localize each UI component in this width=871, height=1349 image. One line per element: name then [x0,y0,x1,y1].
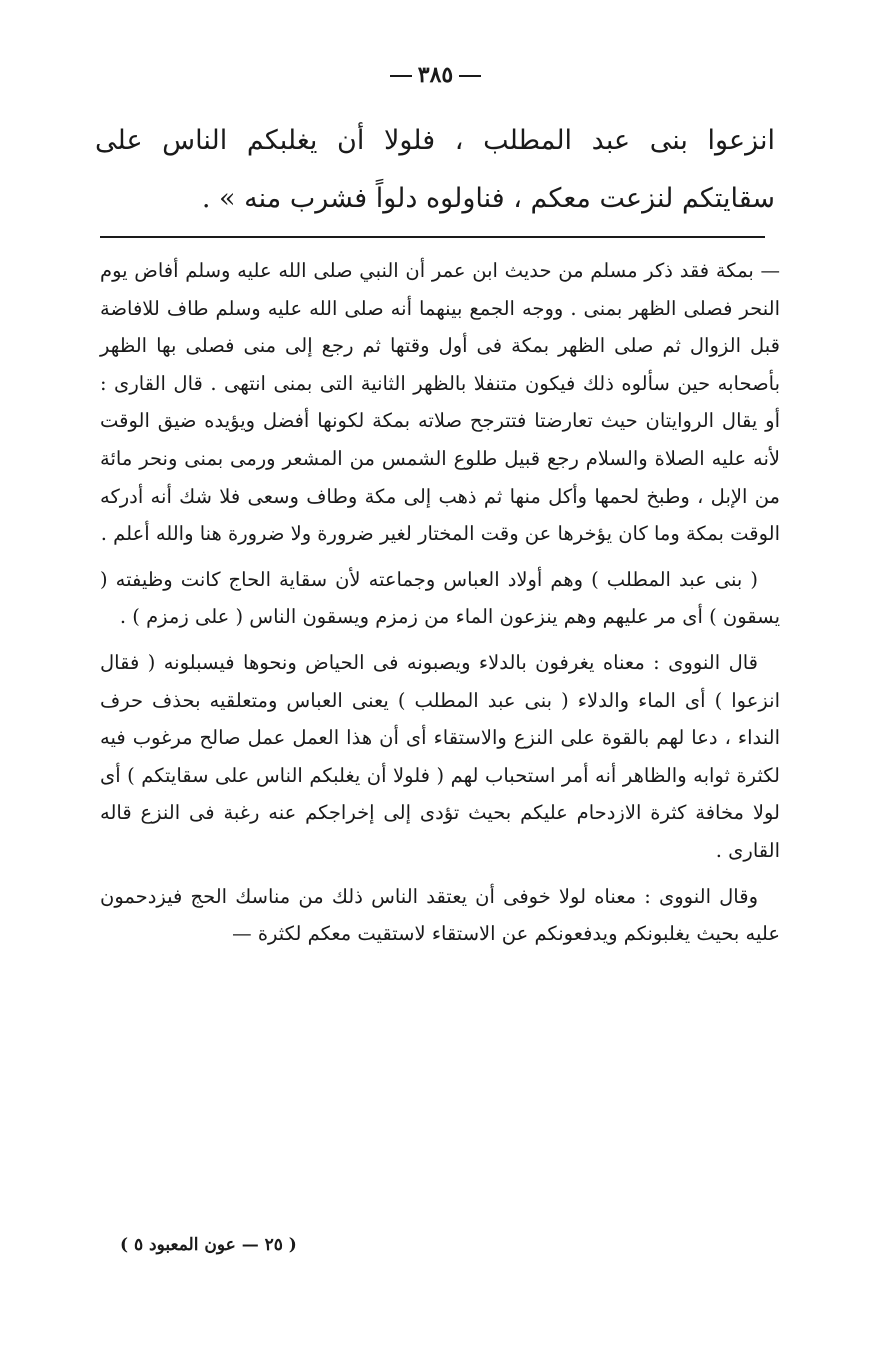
divider-line [100,236,765,238]
commentary [100,252,780,953]
commentary-paragraph-1: — بمكة فقد ذكر مسلم من حديث ابن عمر أن النبي صلى الله عليه وسلم أفاض يوم النحر فصلى الظهر بمنى . ووجه الجمع بينهما أنه صلى الله عليه وسلم طاف للافاضة قبل الزوال ثم صلى الظهر بمكة فى أول وقتها ثم رجع إلى منى فصلى بها الظهر بأصحابه حين سألوه ذلك فيكون متنفلا بالظهر الثانية التى بمنى انتهى . قال القارى : أو يقال الروايتان حيث تعارضتا فتترجح صلاته بمكة لكونها أفضل ويؤيده ضيق الوقت لأنه عليه الصلاة والسلام رجع قبيل طلوع الشمس من المشعر ورمى بمنى ونحر مائة من الإبل ، وطبخ لحمها وأكل منها ثم ذهب إلى مكة وطاف وسعى فلا شك أنه أدركه الوقت بمكة وما كان يؤخرها عن وقت المختار لغير ضرورة ولا ضرورة هنا والله أعلم . [100,259,780,546]
signature-footer: ( ٢٥ — عون المعبود ٥ ) [120,1235,297,1255]
hadith-text: انزعوا بنى عبد المطلب ، فلولا أن يغلبكم الناس على سقايتكم لنزعت معكم ، فناولوه دلواً فشرب منه » . [95,125,775,214]
dash-left [459,75,481,77]
page-number [0,62,871,88]
page-number-text: ٣٨٥ [417,62,454,88]
commentary-paragraph-4: وقال النووى : معناه لولا خوفى أن يعتقد الناس ذلك من مناسك الحج فيزدحمون عليه بحيث يغلبونكم ويدفعونكم عن الاستقاء لاستقيت معكم لكثرة — [100,884,780,946]
commentary-paragraph-2: ( بنى عبد المطلب ) وهم أولاد العباس وجماعته لأن سقاية الحاج كانت وظيفته ( يسقون ) أى مر عليهم وهم ينزعون الماء من زمزم ويسقون الناس ( على زمزم ) . [100,567,780,629]
dash-right [390,75,412,77]
commentary-paragraph-3: قال النووى : معناه يغرفون بالدلاء ويصبونه فى الحياض ونحوها فيسبلونه ( فقال انزعوا ) أى الماء والدلاء ( بنى عبد المطلب ) يعنى العباس ومتعلقيه بحذف حرف النداء ، دعا لهم بالقوة على النزع والاستقاء أى أن هذا العمل عمل صالح مرغوب فيه لكثرة ثوابه والظاهر أنه أمر استحباب لهم ( فلولا أن يغلبكم الناس على سقايتكم ) أى لولا مخافة كثرة الازدحام عليكم بحيث تؤدى إلى إخراجكم عنه رغبة فى النزع قاله القارى . [100,650,780,862]
